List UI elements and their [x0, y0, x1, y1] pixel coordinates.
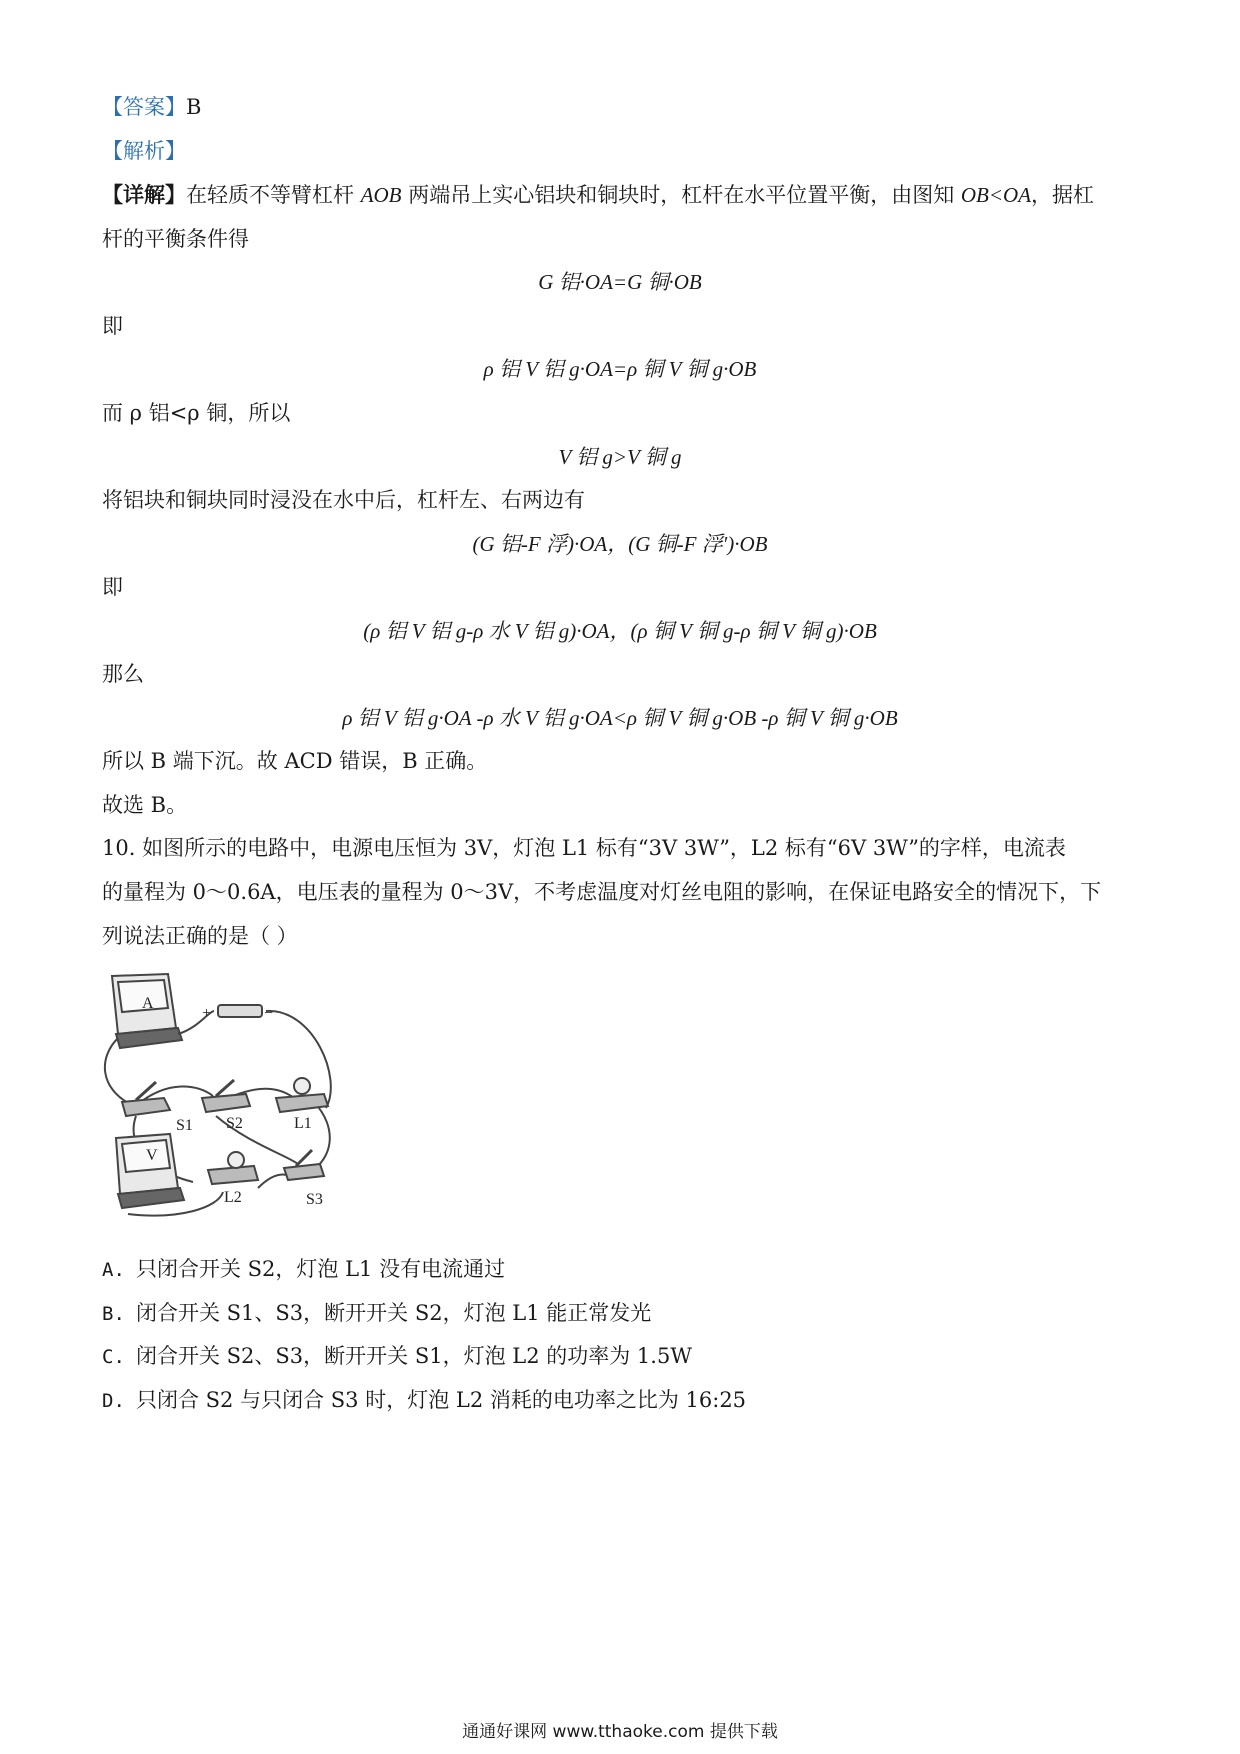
battery-minus-label: −	[264, 1005, 274, 1022]
voltmeter-letter: V	[146, 1147, 158, 1164]
equation-1: G 铝·OA=G 铜·OB	[538, 270, 702, 294]
label-l1: L1	[294, 1115, 312, 1132]
detail-paragraph-line1	[102, 180, 1094, 210]
switch-s2-base	[202, 1094, 250, 1112]
ji-text-2: 即	[102, 575, 123, 599]
analysis-line	[102, 136, 186, 166]
answer-value: B	[186, 95, 202, 119]
choose-text: 故选 B。	[102, 793, 188, 817]
equation-6: ρ 铝 V 铝 g·OA -ρ 水 V 铝 g·OA<ρ 铜 V 铜 g·OB -ρ 铜 V 铜 g·OB	[342, 706, 898, 730]
detail-aob: AOB	[360, 183, 402, 207]
detail-paragraph-line2: 杆的平衡条件得	[102, 227, 249, 251]
option-c-text: 闭合开关 S2、S3，断开开关 S1，灯泡 L2 的功率为 1.5W	[136, 1344, 692, 1368]
switch-s1-base	[122, 1098, 170, 1116]
label-s2: S2	[226, 1115, 243, 1132]
detail-ob-oa: OB<OA	[960, 183, 1032, 207]
option-d-letter: D.	[102, 1390, 125, 1412]
immerse-text: 将铝块和铜块同时浸没在水中后，杠杆左、右两边有	[102, 488, 585, 512]
analysis-tag: 【解析】	[102, 139, 186, 163]
detail-tag: 【详解】	[102, 182, 186, 207]
question-10-line3: 列说法正确的是（ ）	[102, 924, 298, 948]
er-text: 而 ρ 铝<ρ 铜，所以	[102, 401, 291, 425]
detail-text: 两端吊上实心铝块和铜块时，杠杆在水平位置平衡，由图知	[401, 183, 961, 207]
option-d-text: 只闭合 S2 与只闭合 S3 时，灯泡 L2 消耗的电功率之比为 16:25	[136, 1388, 747, 1412]
option-b-letter: B.	[102, 1303, 125, 1325]
answer-tag: 【答案】	[102, 95, 186, 119]
conclusion-text: 所以 B 端下沉。故 ACD 错误，B 正确。	[102, 749, 488, 773]
label-s1: S1	[176, 1117, 193, 1134]
option-b	[102, 1298, 651, 1329]
namo-text: 那么	[102, 662, 144, 686]
battery-plus-label: +	[202, 1005, 212, 1022]
ji-text-1: 即	[102, 314, 123, 338]
option-c-letter: C.	[102, 1346, 125, 1368]
equation-3: V 铝 g>V 铜 g	[558, 445, 682, 469]
lamp-l2-base	[208, 1166, 258, 1184]
equation-5: (ρ 铝 V 铝 g-ρ 水 V 铝 g)·OA，(ρ 铜 V 铜 g-ρ 铜 V 铜 g)·OB	[363, 619, 877, 643]
option-c	[102, 1341, 692, 1372]
ammeter-letter: A	[142, 995, 154, 1012]
detail-text: 在轻质不等臂杠杆	[186, 183, 361, 207]
question-10-line1: 10. 如图所示的电路中，电源电压恒为 3V，灯泡 L1 标有“3V 3W”，L2 标有“6V 3W”的字样，电流表	[102, 836, 1066, 860]
option-d	[102, 1385, 746, 1416]
option-a-text: 只闭合开关 S2，灯泡 L1 没有电流通过	[136, 1257, 506, 1281]
detail-text: ，据杠	[1031, 183, 1095, 207]
option-b-text: 闭合开关 S1、S3，断开开关 S2，灯泡 L1 能正常发光	[136, 1301, 652, 1325]
equation-2: ρ 铝 V 铝 g·OA=ρ 铜 V 铜 g·OB	[483, 357, 757, 381]
page-footer: 通通好课网 www.tthaoke.com 提供下载	[462, 1722, 778, 1742]
circuit-diagram	[98, 968, 360, 1226]
answer-line	[102, 92, 201, 122]
switch-s3-base	[284, 1164, 324, 1180]
label-s3: S3	[306, 1191, 323, 1208]
battery	[218, 1005, 262, 1017]
equation-4: (G 铝-F 浮)·OA，(G 铜-F 浮′)·OB	[472, 532, 768, 556]
label-l2: L2	[224, 1189, 242, 1206]
question-10-line2: 的量程为 0～0.6A，电压表的量程为 0～3V，不考虑温度对灯丝电阻的影响，在保证电路安全的情况下，下	[102, 880, 1102, 904]
option-a	[102, 1254, 505, 1285]
option-a-letter: A.	[102, 1259, 125, 1281]
